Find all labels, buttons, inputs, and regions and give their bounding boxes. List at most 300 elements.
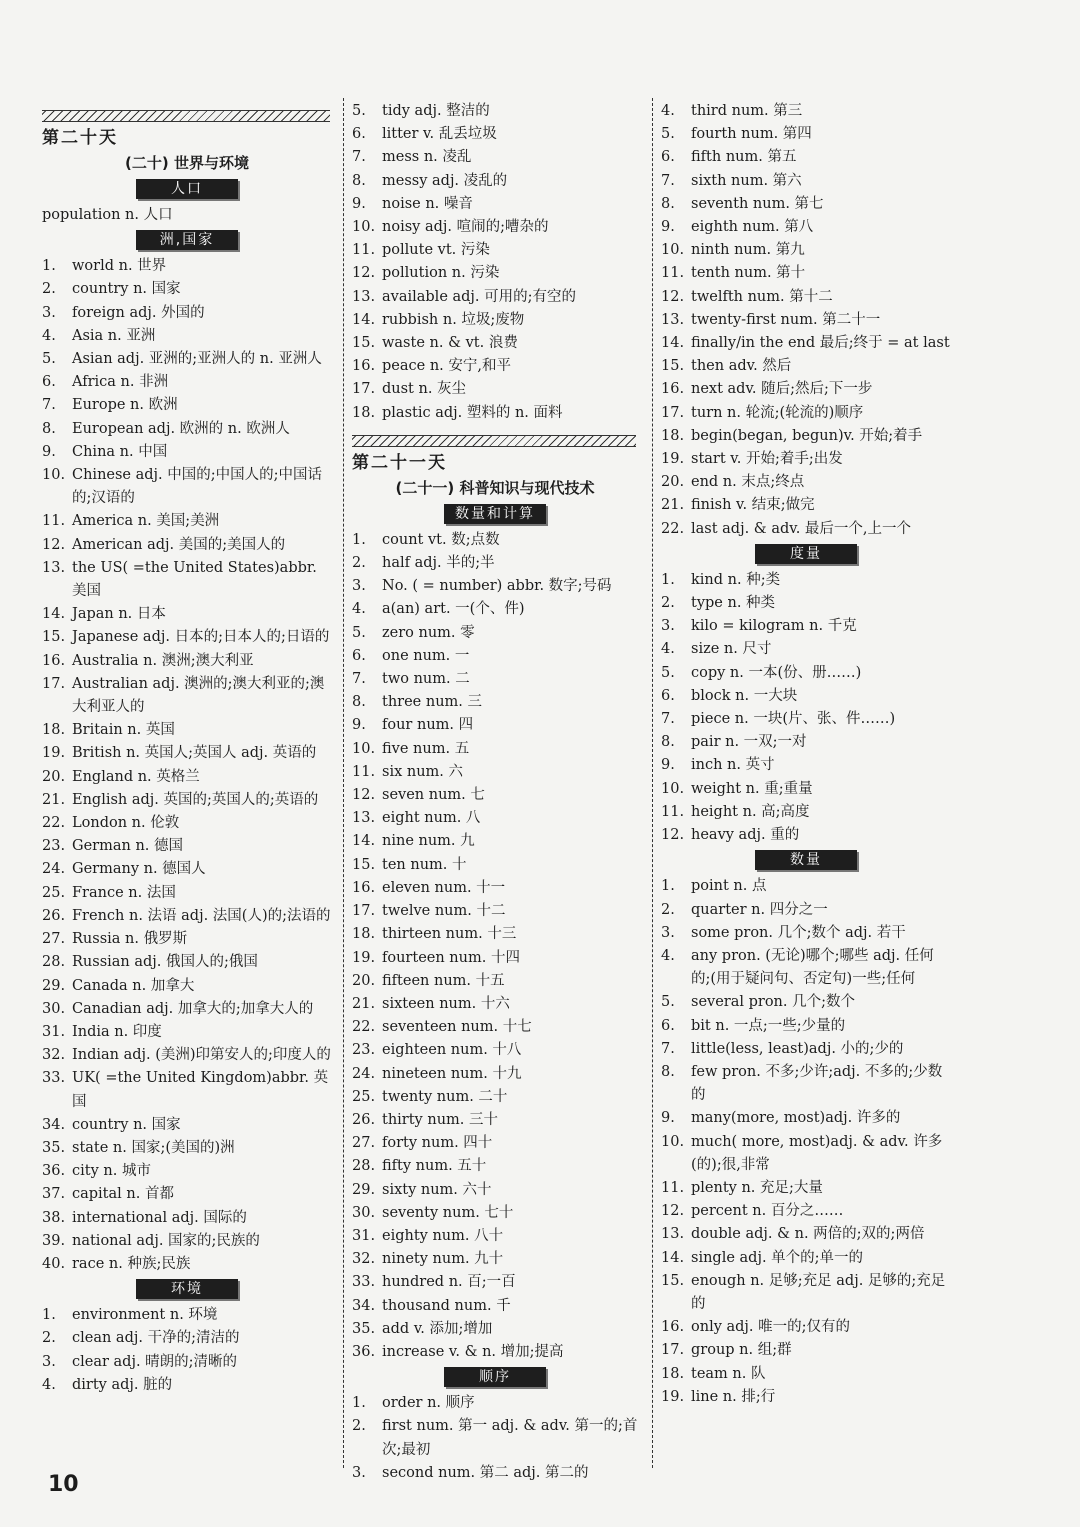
entry-text: one num. 一 [382, 647, 470, 664]
entry-number: 32. [352, 1251, 376, 1268]
vocab-entry [42, 835, 332, 858]
entry-text: fifty num. 五十 [382, 1158, 487, 1175]
entry-number: 22. [661, 520, 685, 537]
entry-number: 10. [661, 242, 685, 259]
vocab-entry [352, 193, 638, 216]
entry-number: 16. [352, 358, 376, 375]
entry-text: English adj. 英国的;英国人的;英语的 [72, 791, 319, 808]
entry-text: Indian adj. (美洲)印第安人的;印度人的 [72, 1047, 331, 1064]
entry-text: turn n. 轮流;(轮流的)顺序 [691, 404, 864, 421]
vocab-entry [42, 510, 332, 533]
entry-text: fifteen num. 十五 [382, 972, 505, 989]
entry-text: pair n. 一双;一对 [691, 734, 807, 751]
entry-number: 14. [352, 833, 376, 850]
vocab-entry [352, 784, 638, 807]
section-heading: 环境 [136, 1279, 238, 1299]
entry-number: 9. [661, 219, 675, 236]
entry-text: clean adj. 干净的;清洁的 [72, 1330, 240, 1347]
entry-text: twenty num. 二十 [382, 1088, 508, 1105]
entry-number: 5. [42, 351, 56, 368]
vocab-entry [42, 812, 332, 835]
entry-text: capital n. 首都 [72, 1186, 174, 1203]
entry-text: piece n. 一块(片、张、件……) [691, 711, 896, 728]
entry-number: 4. [42, 1376, 56, 1393]
vocab-entry [352, 216, 638, 239]
entry-text: enough n. 足够;充足 adj. 足够的;充足的 [691, 1272, 946, 1312]
entry-text: heavy adj. 重的 [691, 827, 800, 844]
vocab-entry [352, 575, 638, 598]
entry-text: fourteen num. 十四 [382, 949, 520, 966]
column-divider [343, 98, 344, 1468]
column-divider [652, 98, 653, 1468]
vocab-entry [42, 557, 332, 603]
entry-number: 11. [352, 763, 376, 780]
entry-number: 16. [661, 1319, 685, 1336]
vocab-entry [42, 1304, 332, 1327]
entry-number: 32. [42, 1047, 66, 1064]
entry-number: 19. [661, 451, 685, 468]
vocab-entry [352, 262, 638, 285]
entry-text: England n. 英格兰 [72, 768, 200, 785]
entry-text: clear adj. 晴朗的;清晰的 [72, 1353, 238, 1370]
vocab-entry [42, 325, 332, 348]
entry-text: seventh num. 第七 [691, 195, 824, 212]
entry-text: waste n. & vt. 浪费 [382, 335, 518, 352]
entry-text: China n. 中国 [72, 443, 168, 460]
entry-number: 4. [661, 947, 675, 964]
day-heading: 第二十一天 [352, 452, 447, 473]
section-heading: 人口 [136, 179, 238, 199]
vocab-entry [661, 494, 951, 517]
vocab-entry [42, 742, 332, 765]
vocab-entry [661, 216, 951, 239]
vocab-entry [661, 875, 951, 898]
entry-text: world n. 世界 [72, 258, 167, 275]
entry-number: 2. [352, 1418, 366, 1435]
entry-number: 13. [661, 1226, 685, 1243]
vocab-entry [661, 1131, 951, 1177]
entry-number: 3. [352, 578, 366, 595]
entry-text: two num. 二 [382, 671, 470, 688]
vocab-entry [352, 900, 638, 923]
vocab-entry [661, 638, 951, 661]
entry-text: second num. 第二 adj. 第二的 [382, 1464, 589, 1481]
entry-text: dust n. 灰尘 [382, 381, 467, 398]
entry-text: Japan n. 日本 [72, 606, 166, 623]
entry-number: 12. [661, 1203, 685, 1220]
vocab-entry [352, 309, 638, 332]
entry-text: three num. 三 [382, 694, 483, 711]
entry-number: 8. [352, 694, 366, 711]
vocab-entry [352, 1179, 638, 1202]
entry-number: 17. [352, 903, 376, 920]
entry-number: 29. [352, 1181, 376, 1198]
entry-number: 29. [42, 977, 66, 994]
entry-text: several pron. 几个;数个 [691, 994, 856, 1011]
entry-number: 18. [661, 1365, 685, 1382]
vocab-entry [661, 708, 951, 731]
entry-text: noisy adj. 喧闹的;嘈杂的 [382, 219, 549, 236]
entry-number: 12. [42, 536, 66, 553]
entry-text: begin(began, begun)v. 开始;着手 [691, 427, 923, 444]
entry-text: state n. 国家;(美国的)洲 [72, 1139, 235, 1156]
entry-number: 17. [42, 675, 66, 692]
vocab-entry [661, 1316, 951, 1339]
entry-number: 4. [42, 327, 56, 344]
entry-number: 12. [352, 787, 376, 804]
vocab-entry [661, 262, 951, 285]
entry-text: foreign adj. 外国的 [72, 304, 205, 321]
vocab-entry [42, 858, 332, 881]
entry-number: 9. [661, 757, 675, 774]
entry-number: 33. [352, 1274, 376, 1291]
vocab-entry [42, 626, 332, 649]
vocab-entry [352, 170, 638, 193]
entry-text: Britain n. 英国 [72, 722, 175, 739]
entry-number: 5. [352, 103, 366, 119]
entry-number: 20. [352, 972, 376, 989]
vocab-entry [42, 998, 332, 1021]
entry-number: 34. [352, 1297, 376, 1314]
vocab-entry [352, 378, 638, 401]
entry-number: 23. [352, 1042, 376, 1059]
entry-number: 5. [661, 126, 675, 143]
vocab-entry [352, 1225, 638, 1248]
entry-number: 25. [352, 1088, 376, 1105]
vocab-entry [42, 371, 332, 394]
entry-number: 3. [42, 304, 56, 321]
vocab-entry [661, 1061, 951, 1107]
entry-text: city n. 城市 [72, 1163, 151, 1180]
entry-number: 38. [42, 1209, 66, 1226]
entry-text: increase v. & n. 增加;提高 [382, 1343, 564, 1360]
entry-number: 20. [661, 474, 685, 491]
entry-text: eighty num. 八十 [382, 1227, 504, 1244]
entry-text: seventy num. 七十 [382, 1204, 514, 1221]
entry-number: 18. [352, 404, 376, 421]
vocab-entry [352, 598, 638, 621]
entry-text: much( more, most)adj. & adv. 许多(的);很,非常 [691, 1133, 943, 1173]
entry-number: 5. [661, 664, 675, 681]
vocab-entry [42, 1067, 332, 1113]
entry-text: sixty num. 六十 [382, 1181, 492, 1198]
entry-number: 37. [42, 1186, 66, 1203]
entry-number: 9. [352, 195, 366, 212]
vocab-entry [661, 170, 951, 193]
entry-text: British n. 英国人;英国人 adj. 英语的 [72, 745, 317, 762]
vocab-entry [661, 1223, 951, 1246]
entry-text: eighteen num. 十八 [382, 1042, 522, 1059]
vocab-entry [42, 928, 332, 951]
entry-number: 10. [661, 780, 685, 797]
entry-number: 11. [42, 513, 66, 530]
vocab-entry [352, 947, 638, 970]
vocab-entry [352, 970, 638, 993]
entry-text: many(more, most)adj. 许多的 [691, 1110, 901, 1127]
vocab-entry [352, 1341, 638, 1364]
vocab-entry [352, 691, 638, 714]
entry-number: 17. [661, 404, 685, 421]
entry-text: plenty n. 充足;大量 [691, 1179, 823, 1196]
entry-number: 7. [661, 711, 675, 728]
vocab-entry [661, 685, 951, 708]
vocab-entry [661, 615, 951, 638]
entry-number: 33. [42, 1070, 66, 1087]
vocab-entry [661, 425, 951, 448]
entry-text: Australian adj. 澳洲的;澳大利亚的;澳大利亚人的 [72, 675, 325, 716]
entry-number: 4. [352, 601, 366, 618]
section-heading: 顺序 [444, 1367, 546, 1387]
vocab-entry [352, 993, 638, 1016]
entry-number: 6. [661, 1017, 675, 1034]
entry-text: four num. 四 [382, 717, 474, 734]
entry-number: 34. [42, 1116, 66, 1133]
vocab-entry [352, 1202, 638, 1225]
vocab-entry [661, 355, 951, 378]
entry-number: 19. [42, 745, 66, 762]
entry-text: national adj. 国家的;民族的 [72, 1232, 260, 1249]
entry-number: 6. [352, 647, 366, 664]
column-3 [661, 100, 951, 1409]
entry-text: bit n. 一点;一些;少量的 [691, 1017, 846, 1034]
vocab-entry [352, 622, 638, 645]
vocab-entry [352, 738, 638, 761]
entry-text: country n. 国家 [72, 1116, 181, 1133]
entry-text: line n. 排;行 [691, 1388, 776, 1405]
entry-number: 7. [661, 172, 675, 189]
entry-number: 20. [42, 768, 66, 785]
section-heading: 度量 [755, 544, 857, 564]
entry-number: 35. [352, 1320, 376, 1337]
vocab-entry [352, 668, 638, 691]
entry-number: 13. [42, 559, 66, 576]
entry-text: seventeen num. 十七 [382, 1019, 532, 1036]
entry-number: 14. [42, 606, 66, 623]
entry-text: race n. 种族;民族 [72, 1255, 191, 1272]
vocab-entry [661, 332, 951, 355]
vocab-entry [42, 302, 332, 325]
entry-text: eleven num. 十一 [382, 879, 506, 896]
vocab-entry [42, 1114, 332, 1137]
vocab-entry [661, 100, 951, 123]
entry-number: 31. [42, 1023, 66, 1040]
entry-text: only adj. 唯一的;仅有的 [691, 1319, 851, 1336]
entry-text: Asian adj. 亚洲的;亚洲人的 n. 亚洲人 [72, 351, 322, 368]
vocab-entry [661, 1038, 951, 1061]
vocab-entry [661, 1270, 951, 1316]
entry-number: 8. [661, 195, 675, 212]
entry-number: 18. [42, 722, 66, 739]
entry-text: add v. 添加;增加 [382, 1320, 493, 1337]
entry-number: 9. [352, 717, 366, 734]
entry-number: 3. [661, 924, 675, 941]
vocab-entry [42, 418, 332, 441]
vocab-entry: population n. 人口 [42, 207, 173, 223]
entry-number: 10. [352, 740, 376, 757]
entry-text: Europe n. 欧洲 [72, 397, 178, 414]
vocab-entry [42, 766, 332, 789]
entry-number: 16. [42, 652, 66, 669]
entry-number: 28. [42, 954, 66, 971]
vocab-entry [42, 534, 332, 557]
vocab-entry [661, 592, 951, 615]
vocab-entry [42, 1183, 332, 1206]
entry-number: 27. [42, 931, 66, 948]
entry-number: 8. [352, 172, 366, 189]
entry-number: 5. [352, 624, 366, 641]
vocab-entry [661, 569, 951, 592]
entry-number: 24. [42, 861, 66, 878]
entry-number: 1. [661, 571, 675, 588]
vocab-entry [661, 378, 951, 401]
vocab-entry [42, 1374, 332, 1397]
entry-text: fifth num. 第五 [691, 149, 797, 166]
vocab-entry [661, 193, 951, 216]
entry-text: German n. 德国 [72, 838, 183, 855]
vocab-entry [661, 945, 951, 991]
entry-text: European adj. 欧洲的 n. 欧洲人 [72, 420, 290, 437]
entry-text: few pron. 不多;少许;adj. 不多的;少数的 [691, 1063, 943, 1104]
vocab-entry [352, 286, 638, 309]
entry-text: rubbish n. 垃圾;废物 [382, 311, 525, 328]
vocab-entry [352, 146, 638, 169]
vocab-entry [352, 1155, 638, 1178]
entry-number: 14. [661, 335, 685, 352]
entry-number: 26. [42, 907, 66, 924]
entry-text: a(an) art. 一(个、件) [382, 601, 525, 618]
vocab-entry [661, 922, 951, 945]
vocab-entry [352, 1132, 638, 1155]
topic-heading: (二十一) 科普知识与现代技术 [395, 478, 595, 497]
entry-number: 25. [42, 884, 66, 901]
vocab-entry [352, 1086, 638, 1109]
day-heading: 第二十天 [42, 128, 118, 148]
vocab-entry [661, 662, 951, 685]
entry-text: finish v. 结束;做完 [691, 497, 815, 514]
entry-text: end n. 末点;终点 [691, 474, 805, 491]
vocab-entry [42, 1044, 332, 1067]
entry-text: thousand num. 千 [382, 1297, 511, 1314]
entry-text: ten num. 十 [382, 856, 467, 873]
entry-number: 31. [352, 1227, 376, 1244]
entry-text: Canada n. 加拿大 [72, 977, 195, 994]
entry-text: single adj. 单个的;单一的 [691, 1249, 864, 1266]
vocab-entry [661, 991, 951, 1014]
entry-text: the US( =the United States)abbr. 美国 [72, 559, 317, 600]
entry-text: twenty-first num. 第二十一 [691, 311, 881, 328]
entry-number: 2. [42, 281, 56, 298]
vocab-entry [42, 719, 332, 742]
vocab-entry [661, 824, 951, 847]
entry-text: tidy adj. 整洁的 [382, 103, 490, 119]
vocab-entry [42, 1137, 332, 1160]
entry-text: weight n. 重;重量 [691, 780, 813, 797]
entry-number: 1. [661, 878, 675, 895]
entry-number: 12. [661, 827, 685, 844]
vocab-entry [42, 975, 332, 998]
vocab-entry [661, 1015, 951, 1038]
vocab-entry [352, 239, 638, 262]
entry-text: noise n. 噪音 [382, 195, 473, 212]
vocab-entry [352, 123, 638, 146]
entry-number: 21. [661, 497, 685, 514]
entry-text: France n. 法国 [72, 884, 176, 901]
vocab-entry [42, 1253, 332, 1276]
vocab-entry [42, 1230, 332, 1253]
entry-text: third num. 第三 [691, 103, 803, 119]
entry-text: Germany n. 德国人 [72, 861, 206, 878]
entry-text: dirty adj. 脏的 [72, 1376, 173, 1393]
entry-text: little(less, least)adj. 小的;少的 [691, 1040, 904, 1057]
vocab-entry [42, 464, 332, 510]
entry-number: 8. [661, 734, 675, 751]
entry-text: seven num. 七 [382, 787, 485, 804]
vocab-entry [661, 471, 951, 494]
entry-text: then adv. 然后 [691, 358, 792, 375]
entry-number: 11. [661, 1179, 685, 1196]
vocab-entry [352, 714, 638, 737]
entry-number: 21. [352, 995, 376, 1012]
entry-text: fourth num. 第四 [691, 126, 812, 143]
entry-number: 36. [42, 1163, 66, 1180]
entry-text: available adj. 可用的;有空的 [382, 288, 577, 305]
entry-number: 26. [352, 1111, 376, 1128]
entry-number: 10. [661, 1133, 685, 1150]
entry-text: hundred n. 百;一百 [382, 1274, 516, 1291]
entry-number: 4. [661, 103, 675, 119]
column-2 [352, 100, 638, 1485]
entry-text: plastic adj. 塑料的 n. 面料 [382, 404, 563, 421]
vocab-entry [42, 951, 332, 974]
vocab-entry [661, 239, 951, 262]
vocab-entry [352, 355, 638, 378]
vocab-entry [661, 286, 951, 309]
vocab-entry [661, 1177, 951, 1200]
entry-text: tenth num. 第十 [691, 265, 806, 282]
entry-text: nineteen num. 十九 [382, 1065, 522, 1082]
entry-number: 18. [352, 926, 376, 943]
entry-text: Australia n. 澳洲;澳大利亚 [72, 652, 254, 669]
entry-number: 10. [352, 219, 376, 236]
vocab-entry [352, 1295, 638, 1318]
entry-number: 30. [42, 1000, 66, 1017]
topic-heading: (二十) 世界与环境 [125, 154, 249, 172]
vocab-entry [352, 1109, 638, 1132]
entry-text: next adv. 随后;然后;下一步 [691, 381, 873, 398]
entry-number: 13. [661, 311, 685, 328]
vocab-entry [42, 441, 332, 464]
vocab-entry [42, 789, 332, 812]
entry-text: kind n. 种;类 [691, 571, 781, 588]
section-heading: 数量和计算 [444, 504, 546, 524]
vocab-entry [661, 1200, 951, 1223]
vocab-entry [352, 1318, 638, 1341]
entry-text: No. ( = number) abbr. 数字;号码 [382, 578, 612, 595]
entry-text: inch n. 英寸 [691, 757, 775, 774]
entry-text: environment n. 环境 [72, 1307, 218, 1324]
entry-text: thirteen num. 十三 [382, 926, 517, 943]
entry-number: 8. [42, 420, 56, 437]
entry-text: UK( =the United Kingdom)abbr. 英国 [72, 1070, 329, 1110]
entry-number: 3. [42, 1353, 56, 1370]
entry-number: 22. [352, 1019, 376, 1036]
entry-number: 15. [352, 856, 376, 873]
entry-number: 1. [42, 258, 56, 275]
entry-number: 19. [352, 949, 376, 966]
entry-number: 7. [661, 1040, 675, 1057]
vocab-entry [661, 1247, 951, 1270]
entry-text: percent n. 百分之…… [691, 1203, 844, 1220]
